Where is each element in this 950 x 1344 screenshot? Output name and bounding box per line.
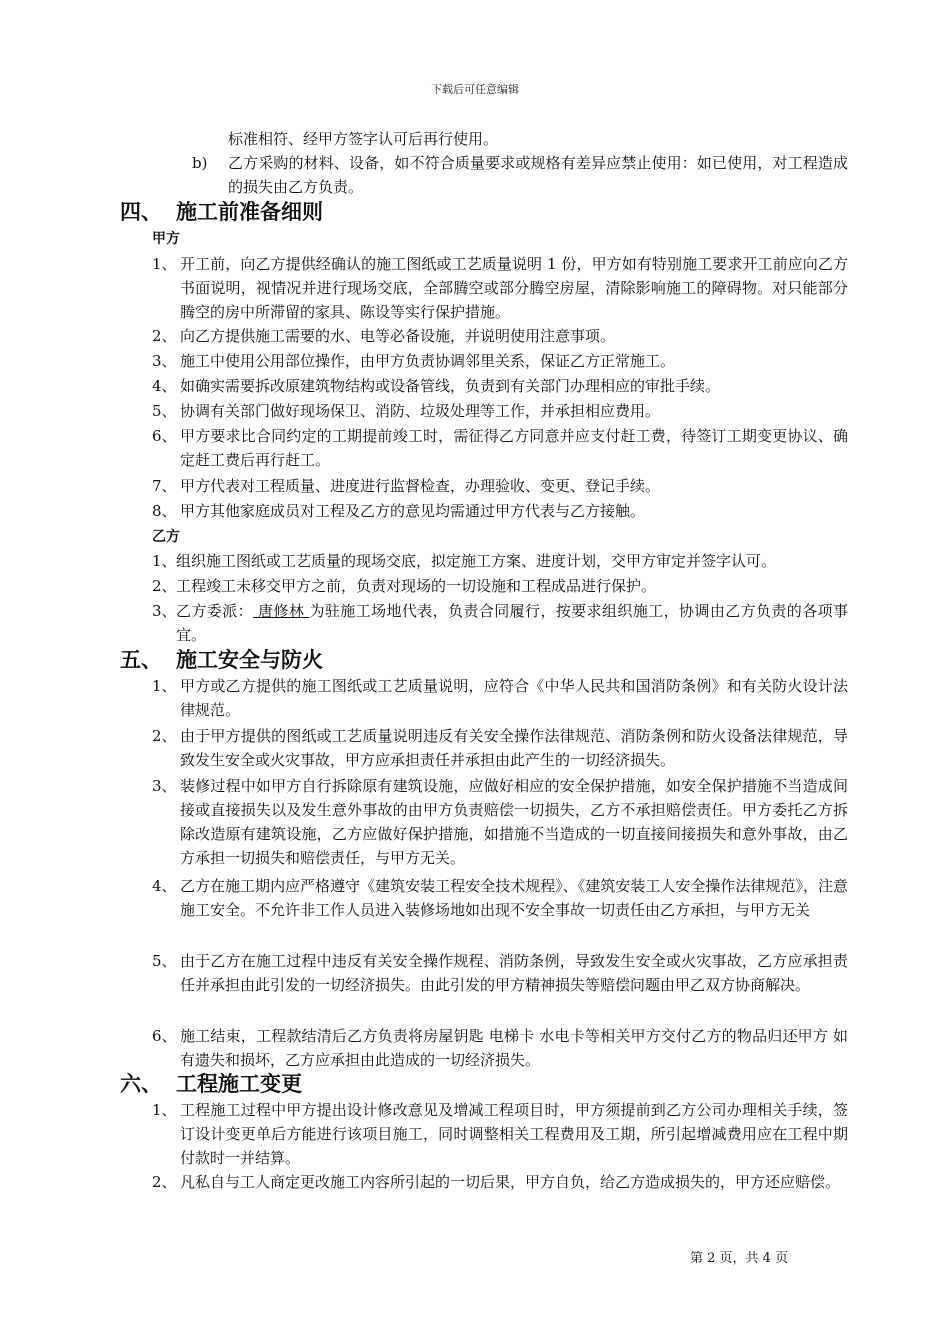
item-text	[176, 599, 848, 647]
item-text: 如确实需要拆改原建筑物结构或设备管线，负责到有关部门办理相应的审批手续。	[180, 377, 721, 395]
continuation-text: 标准相符、经甲方签字认可后再行使用。	[228, 130, 499, 148]
item-text: 由于甲方提供的图纸或工艺质量说明违反有关安全操作法律规范、消防条例和防火设备法律规范，导致发生安全或火灾事故，甲方应承担责任并承担由此产生的一切经济损失。	[180, 727, 848, 769]
item-text: 乙方在施工期内应严格遵守《建筑安装工程安全技术规程》、《建筑安装工人安全操作法律规范》，注意施工安全。不允许非工作人员进入装修场地如出现不安全事故一切责任由乙方承担，与甲方无关	[180, 877, 848, 919]
item-text: 装修过程中如甲方自行拆除原有建筑设施，应做好相应的安全保护措施，如安全保护措施不当造成间接或直接损失以及发生意外事故的由甲方负责赔偿一切损失，乙方不承担赔偿责任。甲方委托乙方拆除改造原有建筑设施，乙方应做好保护措施，如措施不当造成的一切直接间接损失和意外事故，由乙方承担一切损失和赔偿责任，与甲方无关。	[180, 777, 848, 867]
item-number: 2、	[152, 577, 177, 595]
item-text: 凡私自与工人商定更改施工内容所引起的一切后果，甲方自负，给乙方造成损失的，甲方还应赔偿。	[180, 1173, 841, 1191]
item-text: 甲方或乙方提供的施工图纸或工艺质量说明，应符合《中华人民共和国消防条例》和有关防火设计法律规范。	[180, 677, 848, 719]
item-number: 1、	[152, 677, 177, 695]
delegate-name: 唐修林	[252, 602, 310, 620]
item-text: 工程施工过程中甲方提出设计修改意见及增减工程项目时，甲方须提前到乙方公司办理相关手续，签订设计变更单后方能进行该项目施工，同时调整相关工程费用及工期，所引起增减费用应在工程中期付款时一并结算。	[180, 1101, 848, 1167]
page-header: 下载后可任意编辑	[431, 83, 519, 96]
section-title: 施工安全与防火	[176, 648, 323, 672]
item-number: 7、	[152, 477, 177, 495]
section-title: 工程施工变更	[176, 1072, 302, 1096]
delegate-suffix: 为驻施工场地代表，负责合同履行，按要求组织施工，协调由乙方负责的各项事宜。	[176, 602, 848, 644]
item-number: 4、	[152, 377, 177, 395]
item-number: 6、	[152, 427, 177, 445]
item-text: 由于乙方在施工过程中违反有关安全操作规程、消防条例，导致发生安全或火灾事故，乙方应承担责任并承担由此引发的一切经济损失。由此引发的甲方精神损失等赔偿问题由甲乙双方协商解决。	[180, 952, 848, 994]
item-number: 6、	[152, 1027, 177, 1045]
item-number: 1、	[152, 1101, 177, 1119]
item-number: 3、	[152, 602, 177, 620]
item-number: 2、	[152, 727, 177, 745]
section-number: 六、	[120, 1072, 162, 1096]
item-number: 1、	[152, 255, 177, 273]
item-number: 5、	[152, 402, 177, 420]
item-number: 8、	[152, 502, 177, 520]
item-text: 甲方要求比合同约定的工期提前竣工时，需征得乙方同意并应支付赶工费，待签订工期变更协议、确定赶工费后再行赶工。	[180, 427, 848, 469]
item-number: 4、	[152, 877, 177, 895]
party-b-label: 乙方	[152, 529, 180, 545]
item-number: 3、	[152, 777, 177, 795]
item-text: 乙方采购的材料、设备，如不符合质量要求或规格有差异应禁止使用：如已使用，对工程造成的损失由乙方负责。	[228, 154, 848, 196]
item-text: 开工前，向乙方提供经确认的施工图纸或工艺质量说明 1 份，甲方如有特别施工要求开工前应向乙方书面说明，视情况并进行现场交底，全部腾空或部分腾空房屋，清除影响施工的障碍物。对只能部分腾空的房中所滞留的家具、陈设等实行保护措施。	[180, 255, 848, 321]
item-number: 3、	[152, 352, 177, 370]
item-text: 甲方其他家庭成员对工程及乙方的意见均需通过甲方代表与乙方接触。	[180, 502, 646, 520]
item-number: 2、	[152, 327, 177, 345]
item-number: 2、	[152, 1173, 177, 1191]
page-footer: 第 2 页，共 4 页	[690, 1251, 789, 1266]
item-text: 甲方代表对工程质量、进度进行监督检查，办理验收、变更、登记手续。	[180, 477, 661, 495]
party-a-label: 甲方	[152, 231, 180, 247]
item-text: 施工中使用公用部位操作，由甲方负责协调邻里关系，保证乙方正常施工。	[180, 352, 676, 370]
item-text: 施工结束，工程款结清后乙方负责将房屋钥匙 电梯卡 水电卡等相关甲方交付乙方的物品归还甲方 如有遗失和损坏，乙方应承担由此造成的一切经济损失。	[180, 1027, 848, 1069]
item-text: 协调有关部门做好现场保卫、消防、垃圾处理等工作，并承担相应费用。	[180, 402, 661, 420]
section-number: 四、	[120, 200, 162, 224]
item-text: 工程竣工未移交甲方之前，负责对现场的一切设施和工程成品进行保护。	[176, 577, 657, 595]
section-number: 五、	[120, 648, 162, 672]
item-text: 组织施工图纸或工艺质量的现场交底，拟定施工方案、进度计划，交甲方审定并签字认可。	[176, 552, 777, 570]
item-number: 1、	[152, 552, 177, 570]
item-number: 5、	[152, 952, 177, 970]
item-number: b)	[192, 154, 208, 172]
item-text: 向乙方提供施工需要的水、电等必备设施，并说明使用注意事项。	[180, 327, 616, 345]
continuation-line	[228, 127, 848, 151]
section-title: 施工前准备细则	[176, 200, 323, 224]
delegate-prefix: 乙方委派：	[176, 602, 253, 620]
